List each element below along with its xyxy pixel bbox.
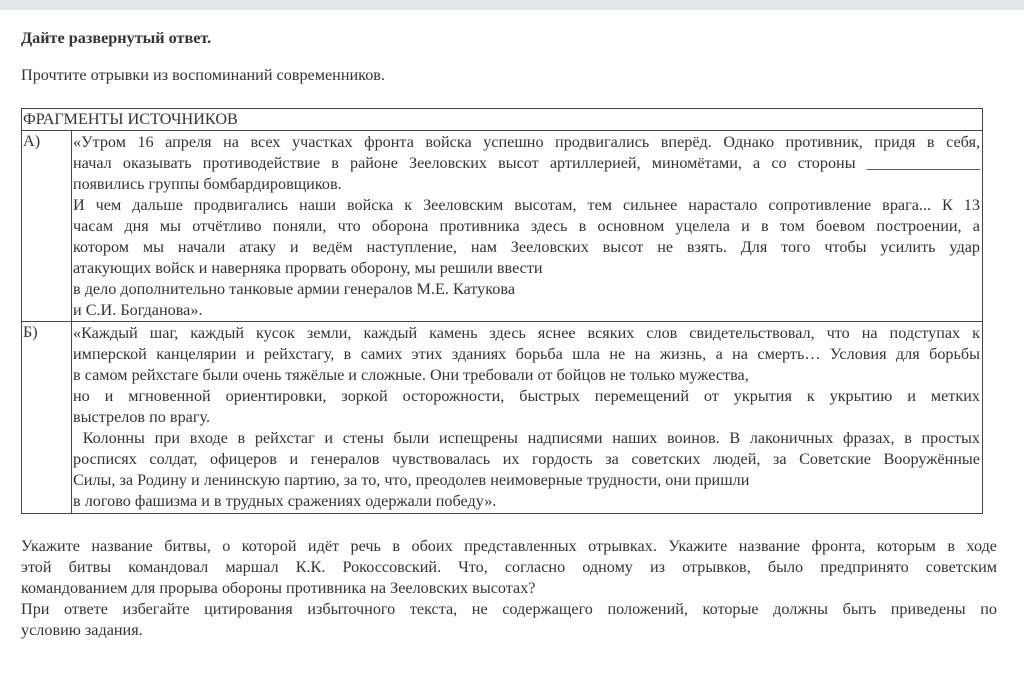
text-line: имперской канцелярии и рейхстагу, в самих этих зданиях борьба шла не на жизнь, а на смерть… Условия для борьбы (73, 345, 980, 363)
text-line: но и мгновенной ориентировки, зоркой осторожности, быстрых перемещений от укрытия к укрытию и метких (73, 387, 980, 405)
fragment-text (72, 322, 982, 513)
text-line: в самом рейхстаге были очень тяжёлые и сложные. Они требовали от бойцов не только мужества, (73, 366, 749, 384)
text-line: И чем дальше продвигались наши войска к Зееловским высотам, тем сильнее нарастало сопротивление врага... К 13 (73, 196, 980, 214)
text-line: часам дня мы отчётливо поняли, что оборона противника здесь в основном уцелела и в том боевом построении, а (73, 217, 980, 235)
text-line: «Утром 16 апреля на всех участках фронта войска успешно продвигались вперёд. Однако противник, придя в себя, (73, 133, 980, 151)
top-bar (0, 0, 1024, 10)
row-label: А) (22, 131, 72, 321)
text-line: котором мы начали атаку и ведём наступление, нам Зееловских высот не взять. Для того чтобы усилить удар (73, 238, 980, 256)
task-intro: Прочтите отрывки из воспоминаний современников. (21, 66, 385, 84)
text-line: При ответе избегайте цитирования избыточного текста, не содержащего положений, которые должны быть приведены по (21, 600, 997, 618)
text-line: условию задания. (21, 621, 143, 639)
table-row (22, 131, 982, 321)
text-line: Укажите название битвы, о которой идёт речь в обоих представленных отрывках. Укажите название фронта, которым в ходе (21, 537, 997, 555)
table-header: ФРАГМЕНТЫ ИСТОЧНИКОВ (22, 109, 982, 131)
fragment-text (72, 131, 982, 321)
text-line: Колонны при входе в рейхстаг и стены были испещрены надписями наших воинов. В лаконичных фразах, в простых (73, 429, 980, 447)
text-line: в дело дополнительно танковые армии генералов М.Е. Катукова (73, 280, 516, 298)
text-line: в логово фашизма и в трудных сражениях одержали победу». (73, 492, 497, 510)
text-line: начал оказывать противодействие в районе Зееловских высот артиллерией, миномётами, а со стороны ______________ (73, 154, 980, 172)
text-line: появились группы бомбардировщиков. (73, 175, 342, 193)
table-row (22, 321, 982, 513)
text-line: командованием для прорыва обороны противника на Зееловских высотах? (21, 579, 536, 597)
text-line: этой битвы командовал маршал К.К. Рокоссовский. Что, согласно одному из отрывков, было предпринято советским (21, 558, 997, 576)
text-line: и С.И. Богданова». (73, 301, 203, 319)
text-line: росписях солдат, офицеров и генералов чувствовалась их гордость за советских людей, за Советские Вооружённые (73, 450, 980, 468)
task-question (21, 536, 997, 641)
text-line: атакующих войск и наверняка прорвать оборону, мы решили ввести (73, 259, 543, 277)
task-title: Дайте развернутый ответ. (21, 29, 212, 47)
text-line: «Каждый шаг, каждый кусок земли, каждый камень здесь яснее всяких слов свидетельствовал, что на подступах к (73, 324, 980, 342)
sources-table (21, 108, 983, 514)
text-line: Силы, за Родину и ленинскую партию, за то, что, преодолев неимоверные трудности, они пришли (73, 471, 750, 489)
row-label: Б) (22, 322, 72, 513)
text-line: выстрелов по врагу. (73, 408, 210, 426)
